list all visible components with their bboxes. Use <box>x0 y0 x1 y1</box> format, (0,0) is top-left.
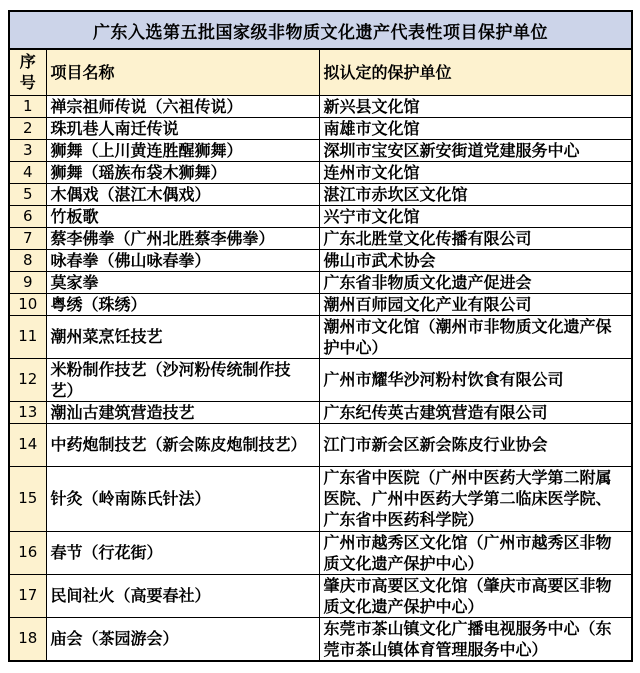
table-row <box>9 271 632 293</box>
serial-number-cell: 6 <box>9 205 46 227</box>
heritage-projects-table <box>8 10 633 662</box>
table-header-row <box>9 49 632 95</box>
serial-number-cell: 8 <box>9 249 46 271</box>
protection-unit-cell: 江门市新会区新会陈皮行业协会 <box>319 423 632 466</box>
protection-unit-cell: 广东省非物质文化遗产促进会 <box>319 271 632 293</box>
protection-unit-cell: 兴宁市文化馆 <box>319 205 632 227</box>
column-header-serial-number: 序号 <box>9 49 46 95</box>
protection-unit-cell: 湛江市赤坎区文化馆 <box>319 183 632 205</box>
serial-number-cell: 1 <box>9 95 46 117</box>
serial-number-cell: 18 <box>9 617 46 661</box>
project-name-cell: 中药炮制技艺（新会陈皮炮制技艺） <box>46 423 319 466</box>
table-row <box>9 183 632 205</box>
protection-unit-cell: 广东省中医院（广州中医药大学第二附属医院、广州中医药大学第二临床医学院、广东省中医药科学院） <box>319 466 632 531</box>
project-name-cell: 潮州菜烹饪技艺 <box>46 315 319 358</box>
project-name-cell: 针灸（岭南陈氏针法） <box>46 466 319 531</box>
serial-number-cell: 11 <box>9 315 46 358</box>
protection-unit-cell: 东莞市茶山镇文化广播电视服务中心（东莞市茶山镇体育管理服务中心） <box>319 617 632 661</box>
protection-unit-cell: 广州市耀华沙河粉村饮食有限公司 <box>319 358 632 401</box>
serial-number-cell: 15 <box>9 466 46 531</box>
project-name-cell: 春节（行花街） <box>46 531 319 574</box>
table-row <box>9 617 632 661</box>
project-name-cell: 民间社火（高要春社） <box>46 574 319 617</box>
protection-unit-cell: 广东纪传英古建筑营造有限公司 <box>319 401 632 423</box>
project-name-cell: 米粉制作技艺（沙河粉传统制作技艺） <box>46 358 319 401</box>
table-row <box>9 315 632 358</box>
protection-unit-cell: 连州市文化馆 <box>319 161 632 183</box>
project-name-cell: 蔡李佛拳（广州北胜蔡李佛拳） <box>46 227 319 249</box>
project-name-cell: 庙会（茶园游会） <box>46 617 319 661</box>
project-name-cell: 咏春拳（佛山咏春拳） <box>46 249 319 271</box>
serial-number-cell: 2 <box>9 117 46 139</box>
table-row <box>9 358 632 401</box>
protection-unit-cell: 南雄市文化馆 <box>319 117 632 139</box>
table-row <box>9 117 632 139</box>
table-body <box>9 95 632 661</box>
protection-unit-cell: 肇庆市高要区文化馆（肇庆市高要区非物质文化遗产保护中心） <box>319 574 632 617</box>
table-row <box>9 574 632 617</box>
project-name-cell: 禅宗祖师传说（六祖传说） <box>46 95 319 117</box>
table-row <box>9 466 632 531</box>
serial-number-cell: 3 <box>9 139 46 161</box>
column-header-protection-unit: 拟认定的保护单位 <box>319 49 632 95</box>
serial-number-cell: 4 <box>9 161 46 183</box>
table-row <box>9 205 632 227</box>
serial-number-cell: 9 <box>9 271 46 293</box>
table-row <box>9 227 632 249</box>
protection-unit-cell: 广州市越秀区文化馆（广州市越秀区非物质文化遗产保护中心） <box>319 531 632 574</box>
protection-unit-cell: 潮州市文化馆（潮州市非物质文化遗产保护中心） <box>319 315 632 358</box>
table-row <box>9 161 632 183</box>
table-title: 广东入选第五批国家级非物质文化遗产代表性项目保护单位 <box>9 11 632 49</box>
protection-unit-cell: 佛山市武术协会 <box>319 249 632 271</box>
table-row <box>9 95 632 117</box>
protection-unit-cell: 深圳市宝安区新安街道党建服务中心 <box>319 139 632 161</box>
project-name-cell: 竹板歌 <box>46 205 319 227</box>
serial-number-cell: 10 <box>9 293 46 315</box>
project-name-cell: 珠玑巷人南迁传说 <box>46 117 319 139</box>
serial-number-cell: 16 <box>9 531 46 574</box>
serial-number-cell: 5 <box>9 183 46 205</box>
project-name-cell: 莫家拳 <box>46 271 319 293</box>
serial-number-cell: 13 <box>9 401 46 423</box>
serial-number-cell: 7 <box>9 227 46 249</box>
protection-unit-cell: 广东北胜堂文化传播有限公司 <box>319 227 632 249</box>
table-row <box>9 249 632 271</box>
table-row <box>9 139 632 161</box>
project-name-cell: 狮舞（瑶族布袋木狮舞） <box>46 161 319 183</box>
protection-unit-cell: 新兴县文化馆 <box>319 95 632 117</box>
serial-number-cell: 12 <box>9 358 46 401</box>
table-title-row <box>9 11 632 49</box>
table-row <box>9 531 632 574</box>
column-header-project-name: 项目名称 <box>46 49 319 95</box>
table-row <box>9 423 632 466</box>
serial-number-cell: 14 <box>9 423 46 466</box>
project-name-cell: 潮汕古建筑营造技艺 <box>46 401 319 423</box>
protection-unit-cell: 潮州百师园文化产业有限公司 <box>319 293 632 315</box>
table-row <box>9 401 632 423</box>
project-name-cell: 粤绣（珠绣） <box>46 293 319 315</box>
serial-number-cell: 17 <box>9 574 46 617</box>
table-row <box>9 293 632 315</box>
project-name-cell: 木偶戏（湛江木偶戏） <box>46 183 319 205</box>
project-name-cell: 狮舞（上川黄连胜醒狮舞） <box>46 139 319 161</box>
